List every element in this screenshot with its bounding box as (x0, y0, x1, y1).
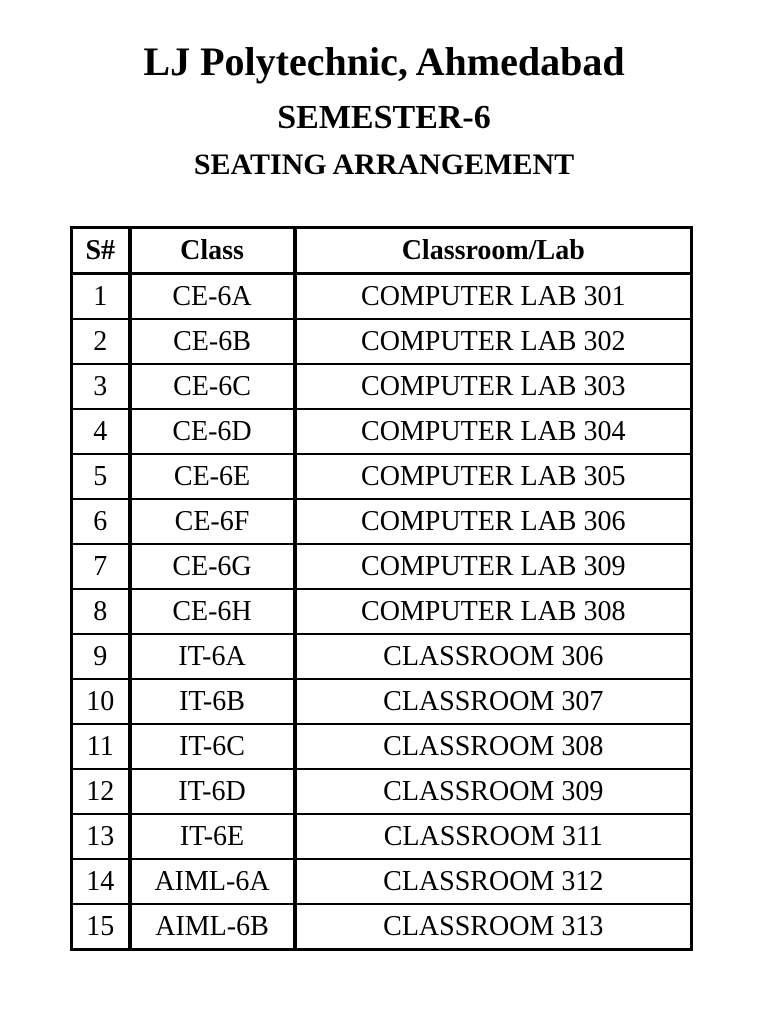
table-row (72, 904, 692, 950)
serial-number-cell: 12 (72, 769, 130, 814)
classroom-cell: CLASSROOM 312 (295, 859, 692, 904)
table-row (72, 634, 692, 679)
classroom-cell: COMPUTER LAB 301 (295, 274, 692, 320)
serial-number-cell: 2 (72, 319, 130, 364)
table-body (72, 274, 692, 950)
class-cell: CE-6E (130, 454, 295, 499)
classroom-cell: CLASSROOM 309 (295, 769, 692, 814)
table-header-row (72, 228, 692, 274)
header-serial-number: S# (72, 228, 130, 274)
serial-number-cell: 14 (72, 859, 130, 904)
seating-arrangement-heading: SEATING ARRANGEMENT (193, 148, 575, 181)
classroom-cell: CLASSROOM 313 (295, 904, 692, 950)
classroom-cell: CLASSROOM 306 (295, 634, 692, 679)
class-cell: CE-6B (130, 319, 295, 364)
classroom-cell: CLASSROOM 308 (295, 724, 692, 769)
classroom-cell: COMPUTER LAB 305 (295, 454, 692, 499)
serial-number-cell: 11 (72, 724, 130, 769)
classroom-cell: CLASSROOM 311 (295, 814, 692, 859)
table-row (72, 859, 692, 904)
serial-number-cell: 10 (72, 679, 130, 724)
table-row (72, 364, 692, 409)
table-row (72, 454, 692, 499)
class-cell: IT-6C (130, 724, 295, 769)
table-row (72, 409, 692, 454)
class-cell: AIML-6B (130, 904, 295, 950)
classroom-cell: CLASSROOM 307 (295, 679, 692, 724)
table-row (72, 724, 692, 769)
serial-number-cell: 6 (72, 499, 130, 544)
table-row (72, 499, 692, 544)
table-row (72, 679, 692, 724)
class-cell: CE-6C (130, 364, 295, 409)
classroom-cell: COMPUTER LAB 308 (295, 589, 692, 634)
class-cell: IT-6D (130, 769, 295, 814)
semester-heading: SEMESTER-6 (277, 99, 491, 136)
serial-number-cell: 7 (72, 544, 130, 589)
seating-table (70, 226, 693, 951)
classroom-cell: COMPUTER LAB 306 (295, 499, 692, 544)
table-row (72, 814, 692, 859)
classroom-cell: COMPUTER LAB 304 (295, 409, 692, 454)
header-class: Class (130, 228, 295, 274)
table-row (72, 589, 692, 634)
classroom-cell: COMPUTER LAB 302 (295, 319, 692, 364)
header-classroom-lab: Classroom/Lab (295, 228, 692, 274)
serial-number-cell: 13 (72, 814, 130, 859)
class-cell: AIML-6A (130, 859, 295, 904)
serial-number-cell: 15 (72, 904, 130, 950)
classroom-cell: COMPUTER LAB 303 (295, 364, 692, 409)
class-cell: CE-6F (130, 499, 295, 544)
class-cell: IT-6E (130, 814, 295, 859)
table-row (72, 769, 692, 814)
serial-number-cell: 5 (72, 454, 130, 499)
class-cell: CE-6A (130, 274, 295, 320)
table-row (72, 544, 692, 589)
serial-number-cell: 8 (72, 589, 130, 634)
serial-number-cell: 9 (72, 634, 130, 679)
classroom-cell: COMPUTER LAB 309 (295, 544, 692, 589)
institution-title: LJ Polytechnic, Ahmedabad (143, 39, 625, 84)
table-row (72, 274, 692, 320)
class-cell: CE-6D (130, 409, 295, 454)
class-cell: IT-6A (130, 634, 295, 679)
serial-number-cell: 3 (72, 364, 130, 409)
class-cell: CE-6G (130, 544, 295, 589)
class-cell: CE-6H (130, 589, 295, 634)
serial-number-cell: 4 (72, 409, 130, 454)
table-row (72, 319, 692, 364)
serial-number-cell: 1 (72, 274, 130, 320)
class-cell: IT-6B (130, 679, 295, 724)
